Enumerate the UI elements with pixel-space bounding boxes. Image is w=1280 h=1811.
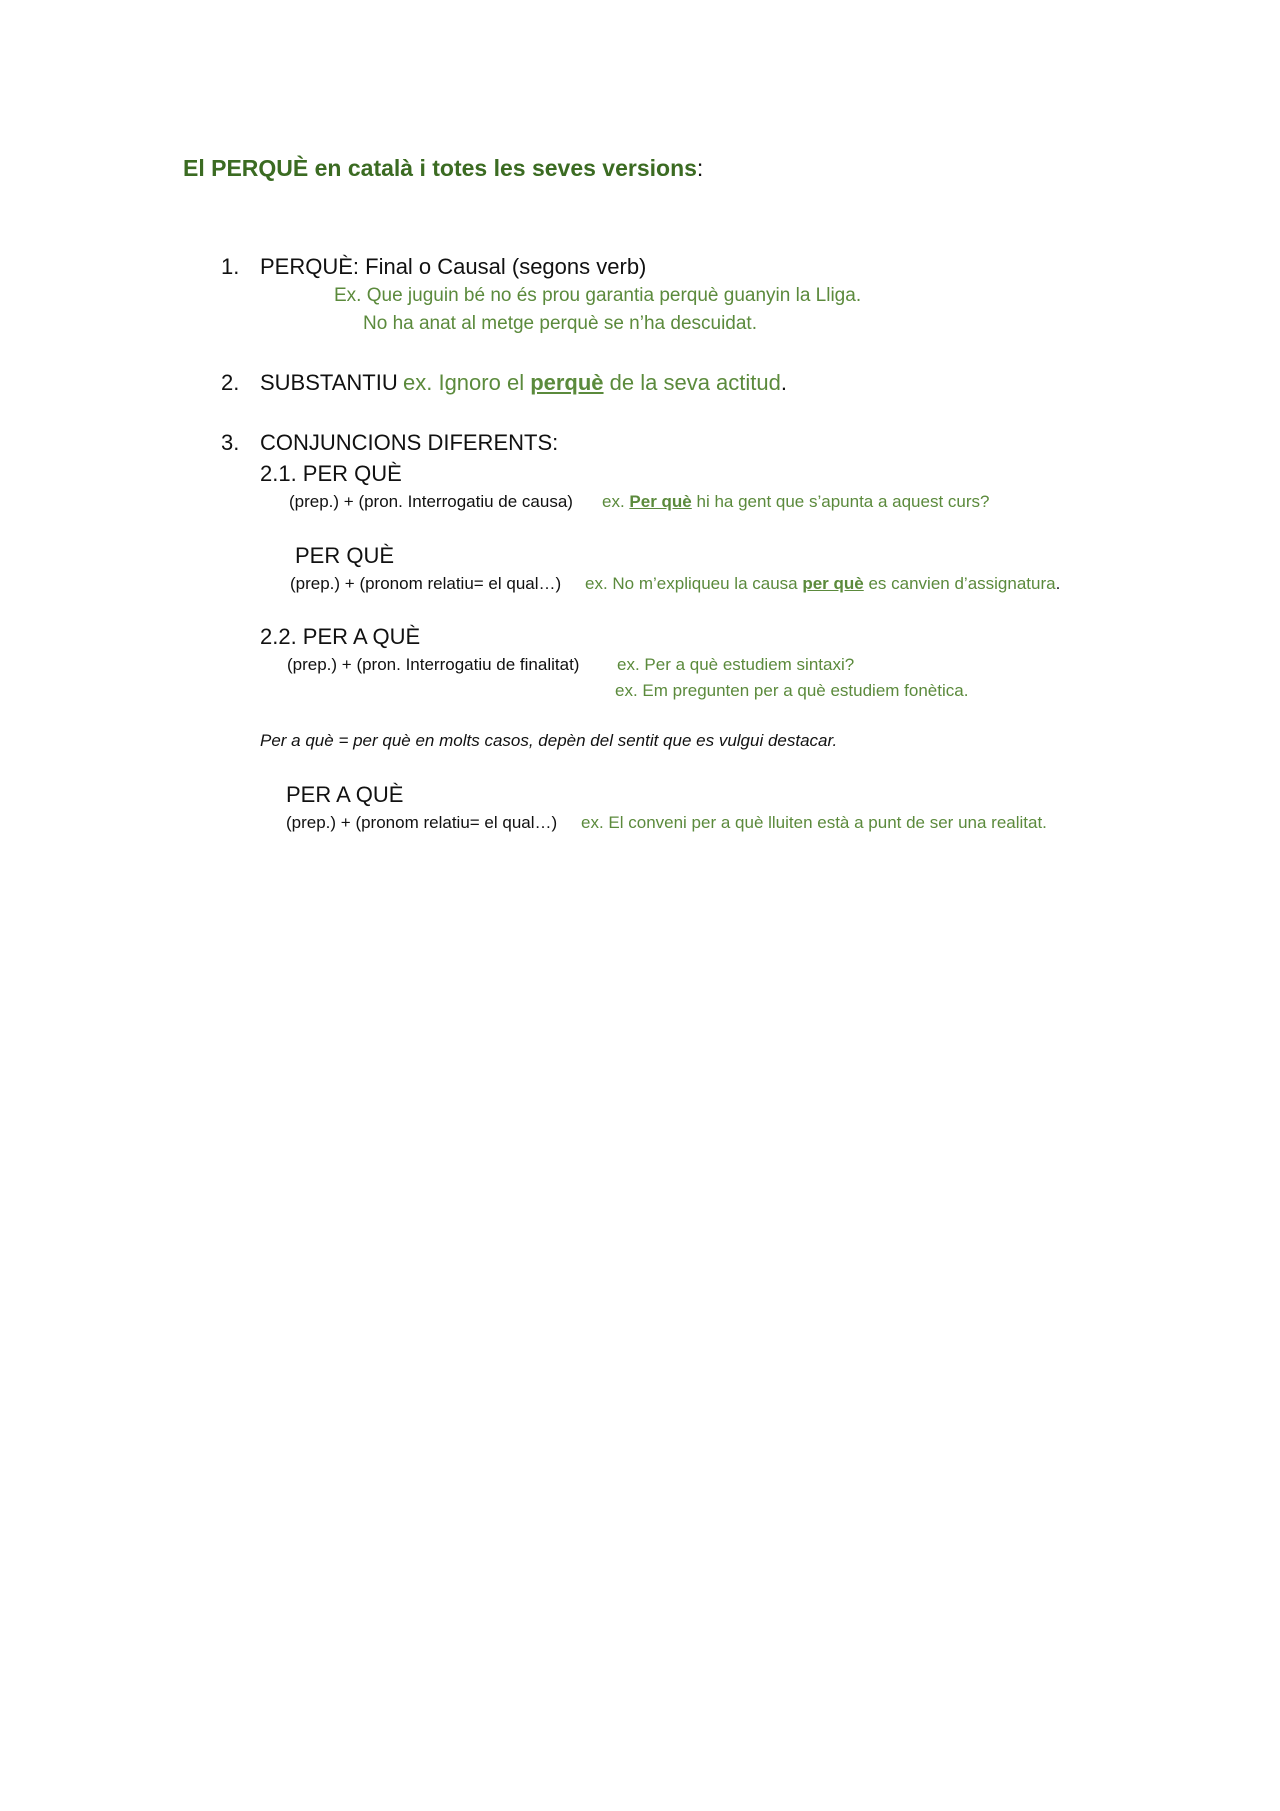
item1-example-1: Ex. Que juguin bé no és prou garantia perquè guanyin la Lliga.	[334, 285, 862, 306]
section-2-1-example-highlight: Per què	[629, 492, 692, 511]
section-2-2-example-1: ex. Per a què estudiem sintaxi?	[617, 655, 855, 674]
item2-example-pre: ex. Ignoro el	[403, 370, 531, 395]
section-2-1-example-post: hi ha gent que s’apunta a aquest curs?	[691, 492, 990, 511]
section-2-2b-heading: PER A QUÈ	[286, 782, 404, 807]
item2-example-highlight: perquè	[530, 370, 604, 395]
section-2-2b-grammar: (prep.) + (pronom relatiu= el qual…)	[286, 813, 558, 832]
title-text: El PERQUÈ en català i totes les seves versions	[183, 155, 697, 181]
section-2-1b-grammar: (prep.) + (pronom relatiu= el qual…)	[290, 574, 562, 593]
section-2-2b-example: ex. El conveni per a què lluiten està a punt de ser una realitat.	[581, 813, 1047, 832]
item2-heading: SUBSTANTIU	[260, 370, 398, 395]
section-2-2-grammar: (prep.) + (pron. Interrogatiu de finalitat)	[287, 655, 580, 674]
section-2-1-example	[602, 492, 989, 512]
section-2-1b-heading: PER QUÈ	[295, 543, 395, 568]
item2-example	[403, 370, 787, 396]
item2-example-end: .	[780, 370, 788, 395]
item3-heading: CONJUNCIONS DIFERENTS:	[260, 430, 559, 455]
item1-example-2: No ha anat al metge perquè se n’ha descuidat.	[363, 313, 757, 334]
usage-note: Per a què = per què en molts casos, depèn del sentit que es vulgui destacar.	[260, 731, 838, 750]
item1-heading: PERQUÈ: Final o Causal (segons verb)	[260, 254, 647, 279]
section-2-2-example-2: ex. Em pregunten per a què estudiem fonètica.	[615, 681, 969, 700]
section-2-1-heading: 2.1. PER QUÈ	[260, 461, 402, 486]
section-2-1b-example-end: .	[1055, 574, 1061, 593]
section-2-1b-example	[585, 574, 1060, 594]
section-2-1b-example-highlight: per què	[802, 574, 864, 593]
page-title	[183, 155, 703, 182]
section-2-1b-example-post: es canvien d’assignatura	[863, 574, 1056, 593]
item1-number: 1.	[221, 254, 240, 279]
item2-example-post: de la seva actitud	[603, 370, 781, 395]
section-2-1-grammar: (prep.) + (pron. Interrogatiu de causa)	[289, 492, 573, 511]
title-colon: :	[696, 155, 704, 181]
section-2-1b-example-pre: ex. No m’expliqueu la causa	[585, 574, 803, 593]
section-2-2-heading: 2.2. PER A QUÈ	[260, 624, 421, 649]
item3-number: 3.	[221, 430, 240, 455]
item2-number: 2.	[221, 370, 240, 395]
section-2-1-example-pre: ex.	[602, 492, 630, 511]
